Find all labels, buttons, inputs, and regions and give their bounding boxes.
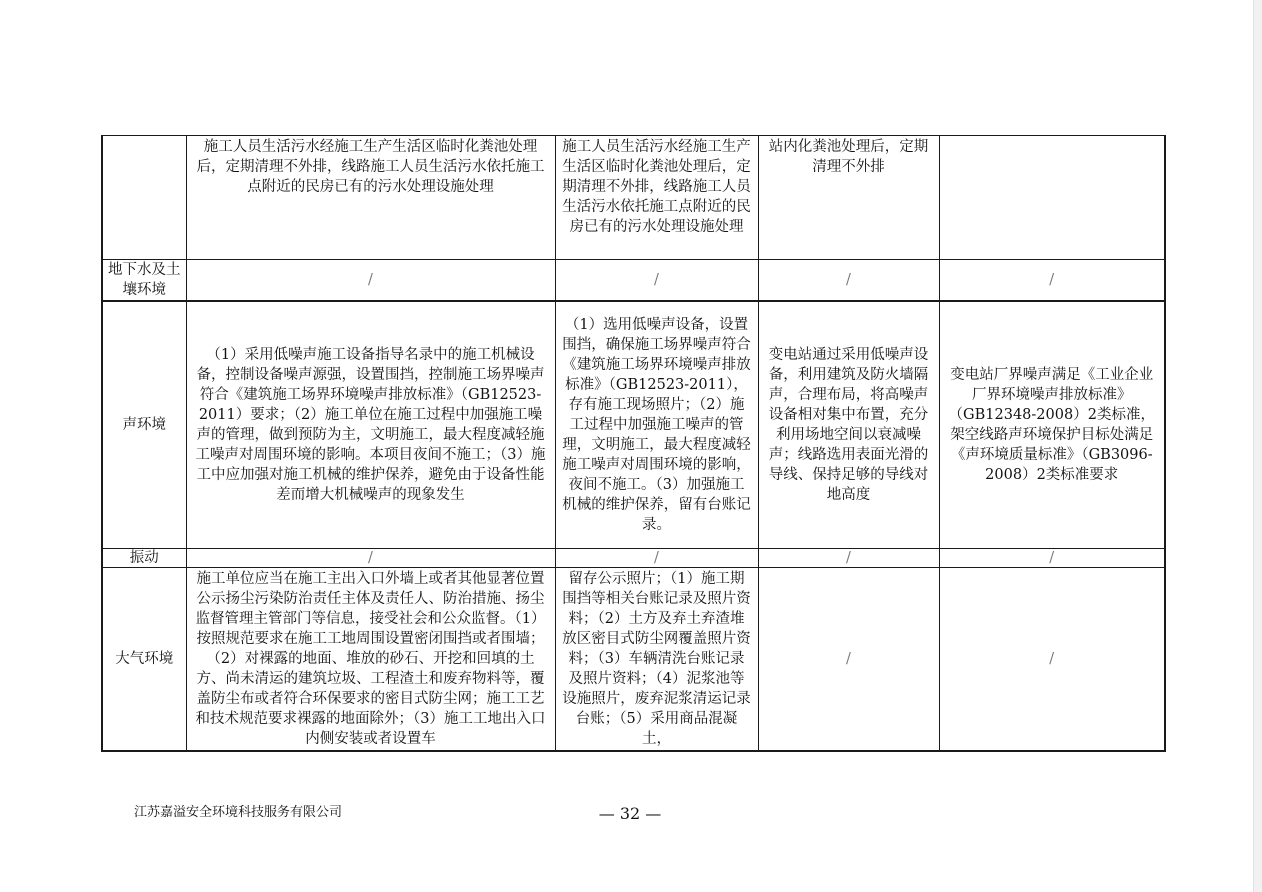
page-edge — [1253, 0, 1262, 892]
empty-cell: / — [758, 567, 939, 751]
table-row — [102, 548, 1165, 567]
empty-cell: / — [939, 567, 1165, 751]
empty-cell: / — [758, 548, 939, 567]
standard-cell: 变电站厂界噪声满足《工业企业厂界环境噪声排放标准》（GB12348-2008）2类标准，架空线路声环境保护目标处满足《声环境质量标准》（GB3096-2008）2类标准要求 — [939, 301, 1165, 548]
table-row — [102, 301, 1165, 548]
operation-measure-cell: 变电站通过采用低噪声设备，利用建筑及防火墙隔声，合理布局，将高噪声设备相对集中布置，充分利用场地空间以衰减噪声；线路选用表面光滑的导线、保持足够的导线对地高度 — [758, 301, 939, 548]
standard-cell — [939, 136, 1165, 260]
empty-cell: / — [555, 260, 758, 302]
empty-cell: / — [758, 260, 939, 302]
row-label: 地下水及土壤环境 — [102, 260, 186, 302]
construction-measure-cell: 施工单位应当在施工主出入口外墙上或者其他显著位置公示扬尘污染防治责任主体及责任人、防治措施、扬尘监督管理主管部门等信息，接受社会和公众监督。（1）按照规范要求在施工工地周围设置密闭围挡或者围墙；（2）对裸露的地面、堆放的砂石、开挖和回填的土方、尚未清运的建筑垃圾、工程渣土和废弃物料等，覆盖防尘布或者符合环保要求的密目式防尘网；施工工艺和技术规范要求裸露的地面除外；（3）施工工地出入口内侧安装或者设置车 — [186, 567, 555, 751]
row-label: 振动 — [102, 548, 186, 567]
acceptance-record-cell: 留存公示照片；（1）施工期围挡等相关台账记录及照片资料；（2）土方及弃土弃渣堆放区密目式防尘网覆盖照片资料；（3）车辆清洗台账记录及照片资料；（4）泥浆池等设施照片，废弃泥浆清运记录台账；（5）采用商品混凝土， — [555, 567, 758, 751]
row-label: 声环境 — [102, 301, 186, 548]
empty-cell: / — [186, 548, 555, 567]
empty-cell: / — [186, 260, 555, 302]
construction-measure-cell: 施工人员生活污水经施工生产生活区临时化粪池处理后，定期清理不外排，线路施工人员生活污水依托施工点附近的民房已有的污水处理设施处理 — [186, 136, 555, 260]
row-label: 大气环境 — [102, 567, 186, 751]
table-row — [102, 567, 1165, 751]
empty-cell: / — [939, 548, 1165, 567]
operation-measure-cell: 站内化粪池处理后，定期清理不外排 — [758, 136, 939, 260]
empty-cell: / — [555, 548, 758, 567]
page-number: — 32 — — [598, 804, 662, 823]
measures-table — [101, 135, 1166, 752]
row-label — [102, 136, 186, 260]
footer-company: 江苏嘉溢安全环境科技服务有限公司 — [134, 805, 343, 820]
table-row — [102, 136, 1165, 260]
acceptance-record-cell: 施工人员生活污水经施工生产生活区临时化粪池处理后，定期清理不外排，线路施工人员生活污水依托施工点附近的民房已有的污水处理设施处理 — [555, 136, 758, 260]
table-row — [102, 260, 1165, 302]
acceptance-record-cell: （1）选用低噪声设备，设置围挡，确保施工场界噪声符合《建筑施工场界环境噪声排放标准》（GB12523-2011），存有施工现场照片；（2）施工过程中加强施工噪声的管理，文明施工，最大程度减轻施工噪声对周围环境的影响，夜间不施工。（3）加强施工机械的维护保养，留有台账记录。 — [555, 301, 758, 548]
empty-cell: / — [939, 260, 1165, 302]
construction-measure-cell: （1）采用低噪声施工设备指导名录中的施工机械设备，控制设备噪声源强，设置围挡，控制施工场界噪声符合《建筑施工场界环境噪声排放标准》（GB12523-2011）要求；（2）施工单位在施工过程中加强施工噪声的管理，做到预防为主，文明施工，最大程度减轻施工噪声对周围环境的影响。本项目夜间不施工；（3）施工中应加强对施工机械的维护保养，避免由于设备性能差而增大机械噪声的现象发生 — [186, 301, 555, 548]
